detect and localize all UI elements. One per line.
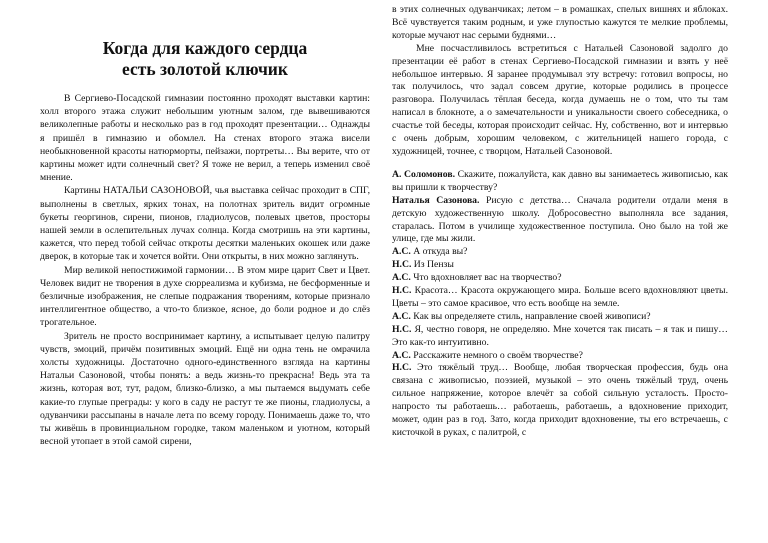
article-title — [40, 38, 370, 80]
paragraph: В Сергиево-Посадской гимназии постоянно проходят выставки картин: холл второго этажа служит небольшим уютным залом, где вывешиваются великолепные работы и несколько раз в год проходят презентации… Однажды я пришёл в гимназию и обомлел. На стенах второго этажа висели необыкновенной красоты натюрморты, пейзажи, портреты… Вы верите, что от картины может идти солнечный свет? Я тоже не верил, а теперь изменил своё мнение. — [40, 93, 370, 184]
interview-text: Скажите, пожалуйста, как давно вы занимаетесь живописью, как вы пришли к творчеству? — [392, 168, 728, 193]
interview-line — [392, 272, 728, 285]
speaker-name: Наталья Сазонова. — [392, 194, 480, 206]
interview-line — [392, 246, 728, 259]
speaker-name: А.С. — [392, 272, 411, 284]
interview-text: Как вы определяете стиль, направление своей живописи? — [410, 310, 651, 322]
interview-text: Расскажите немного о своём творчестве? — [410, 349, 583, 361]
spacer — [392, 159, 728, 169]
interview-line — [392, 195, 728, 247]
interview-line — [392, 362, 728, 439]
right-column — [392, 4, 728, 440]
paragraph: Картины НАТАЛЬИ САЗОНОВОЙ, чья выставка сейчас проходит в СПГ, выполнены в светлых, ярких тонах, на полотнах зритель видит огромные букеты георгинов, сирени, пионов, гладиолусов, полевых цветов, просторы нашей земли в ослепительных лучах солнца. Когда смотришь на эти картины, кажется, что перед тобой сейчас откроты десятки маленьких окошек или даже дверок, в которые так и хочется войти. Они открыты, в них можно заглянуть. — [40, 185, 370, 263]
title-line-2: есть золотой ключик — [122, 59, 288, 79]
interview-line — [392, 169, 728, 195]
paragraph: в этих солнечных одуванчиках; летом – в ромашках, спелых вишнях и яблоках. Всё чувствуется таким родным, и уже глупостью кажутся те мелкие проблемы, которые мучают нас серыми буднями… — [392, 4, 728, 41]
interview-text: Рисую с детства… Сначала родители отдали меня в детскую художественную школу. Добросовестно выполняла все задания, старалась. Потом в училище художественное поступила. Оно было на той же улице, где мы жили. — [392, 194, 729, 245]
interview-text: Красота… Красота окружающего мира. Больше всего вдохновляют цветы. Цветы – это самое красивое, что есть вообще на земле. — [392, 285, 728, 309]
speaker-name: А.С. — [392, 349, 411, 361]
interview — [392, 169, 728, 440]
interview-text: Что вдохновляет вас на творчество? — [410, 272, 562, 284]
paragraph: Зритель не просто воспринимает картину, а испытывает целую палитру чувств, эмоций, причём позитивных эмоций. Ещё ни одна тень не омрачила холсты художницы. Достаточно одного-единственного взгляда на картины Натальи Сазоновой, чтобы понять: а ведь жизнь-то прекрасна! Ведь эта та жизнь, которая вот, тут, радом, близко-близко, а мы пытаемся выдумать себе какие-то глупые преграды: у кого в саду не растут те же пионы, гладиолусы, а одуванчики рассыпаны в начале лета по всему городу. Понимаешь даже то, что ты живёшь в провинциальном городке, таком маленьком и уютном, который весной утопает в этой самой сирени, — [40, 330, 370, 448]
speaker-name: А.С. — [392, 246, 411, 258]
interview-line — [392, 324, 728, 350]
interview-text: Я, честно говоря, не определяю. Мне хочется так писать – я так и пишу… Это как-то интуитивно. — [392, 323, 728, 348]
article-body-right — [392, 4, 728, 440]
speaker-name: Н.С. — [392, 259, 412, 271]
paragraph: Мне посчастливилось встретиться с Натальей Сазоновой задолго до презентации её работ в стенах Сергиево-Посадской гимназии и взять у неё небольшое интервью. Я заранее продумывал эту встречу: готовил вопросы, но так получилось, что задал совсем другие, которые родились в процессе разговора. Получилась тёплая беседа, когда думаешь не о том, что ты там написал в блокноте, а о замечательности и уникальности своего собеседника, о счастье той беседы, которая происходит сейчас. Ну, собственно, вот и интервью с очень добрым, хорошим человеком, с жительницей нашего города, с художницей, точнее, с творцом, Натальей Сазоновой. — [392, 42, 728, 157]
speaker-name: Н.С. — [392, 362, 412, 374]
interview-text: Из Пензы — [411, 259, 454, 271]
speaker-name: А. Соломонов. — [392, 168, 456, 180]
interview-line — [392, 311, 728, 324]
paragraph: Мир великой непостижимой гармонии… В этом мире царит Свет и Цвет. Человек видит не творения в духе сюрреализма и кубизма, не бесформенные и безличные изображения, не слепые подражания творениям, которые признало интеллигентное общество, а что-то близкое, ясное, до боли родное и до слёз трогательное. — [40, 264, 370, 329]
left-column — [40, 0, 370, 448]
article-body-left — [40, 92, 370, 448]
interview-line — [392, 350, 728, 363]
title-line-1: Когда для каждого сердца — [102, 38, 308, 58]
speaker-name: Н.С. — [392, 285, 412, 297]
interview-line — [392, 259, 728, 272]
interview-line — [392, 285, 728, 311]
speaker-name: А.С. — [392, 310, 411, 322]
interview-text: А откуда вы? — [410, 246, 468, 258]
speaker-name: Н.С. — [392, 323, 412, 335]
interview-text: Это тяжёлый труд… Вообще, любая творческая профессия, будь она связана с живописью, поэзией, музыкой – это очень тяжёлый труд, очень сильное напряжение, которое влечёт за собой сильную усталость. Просто-напросто ты работаешь… работаешь, работаешь, а вдохновение приходит, может, один раз в год. Зато, когда приходит вдохновение, ты его встречаешь, с кисточкой в руках, с палитрой, с — [392, 362, 728, 438]
